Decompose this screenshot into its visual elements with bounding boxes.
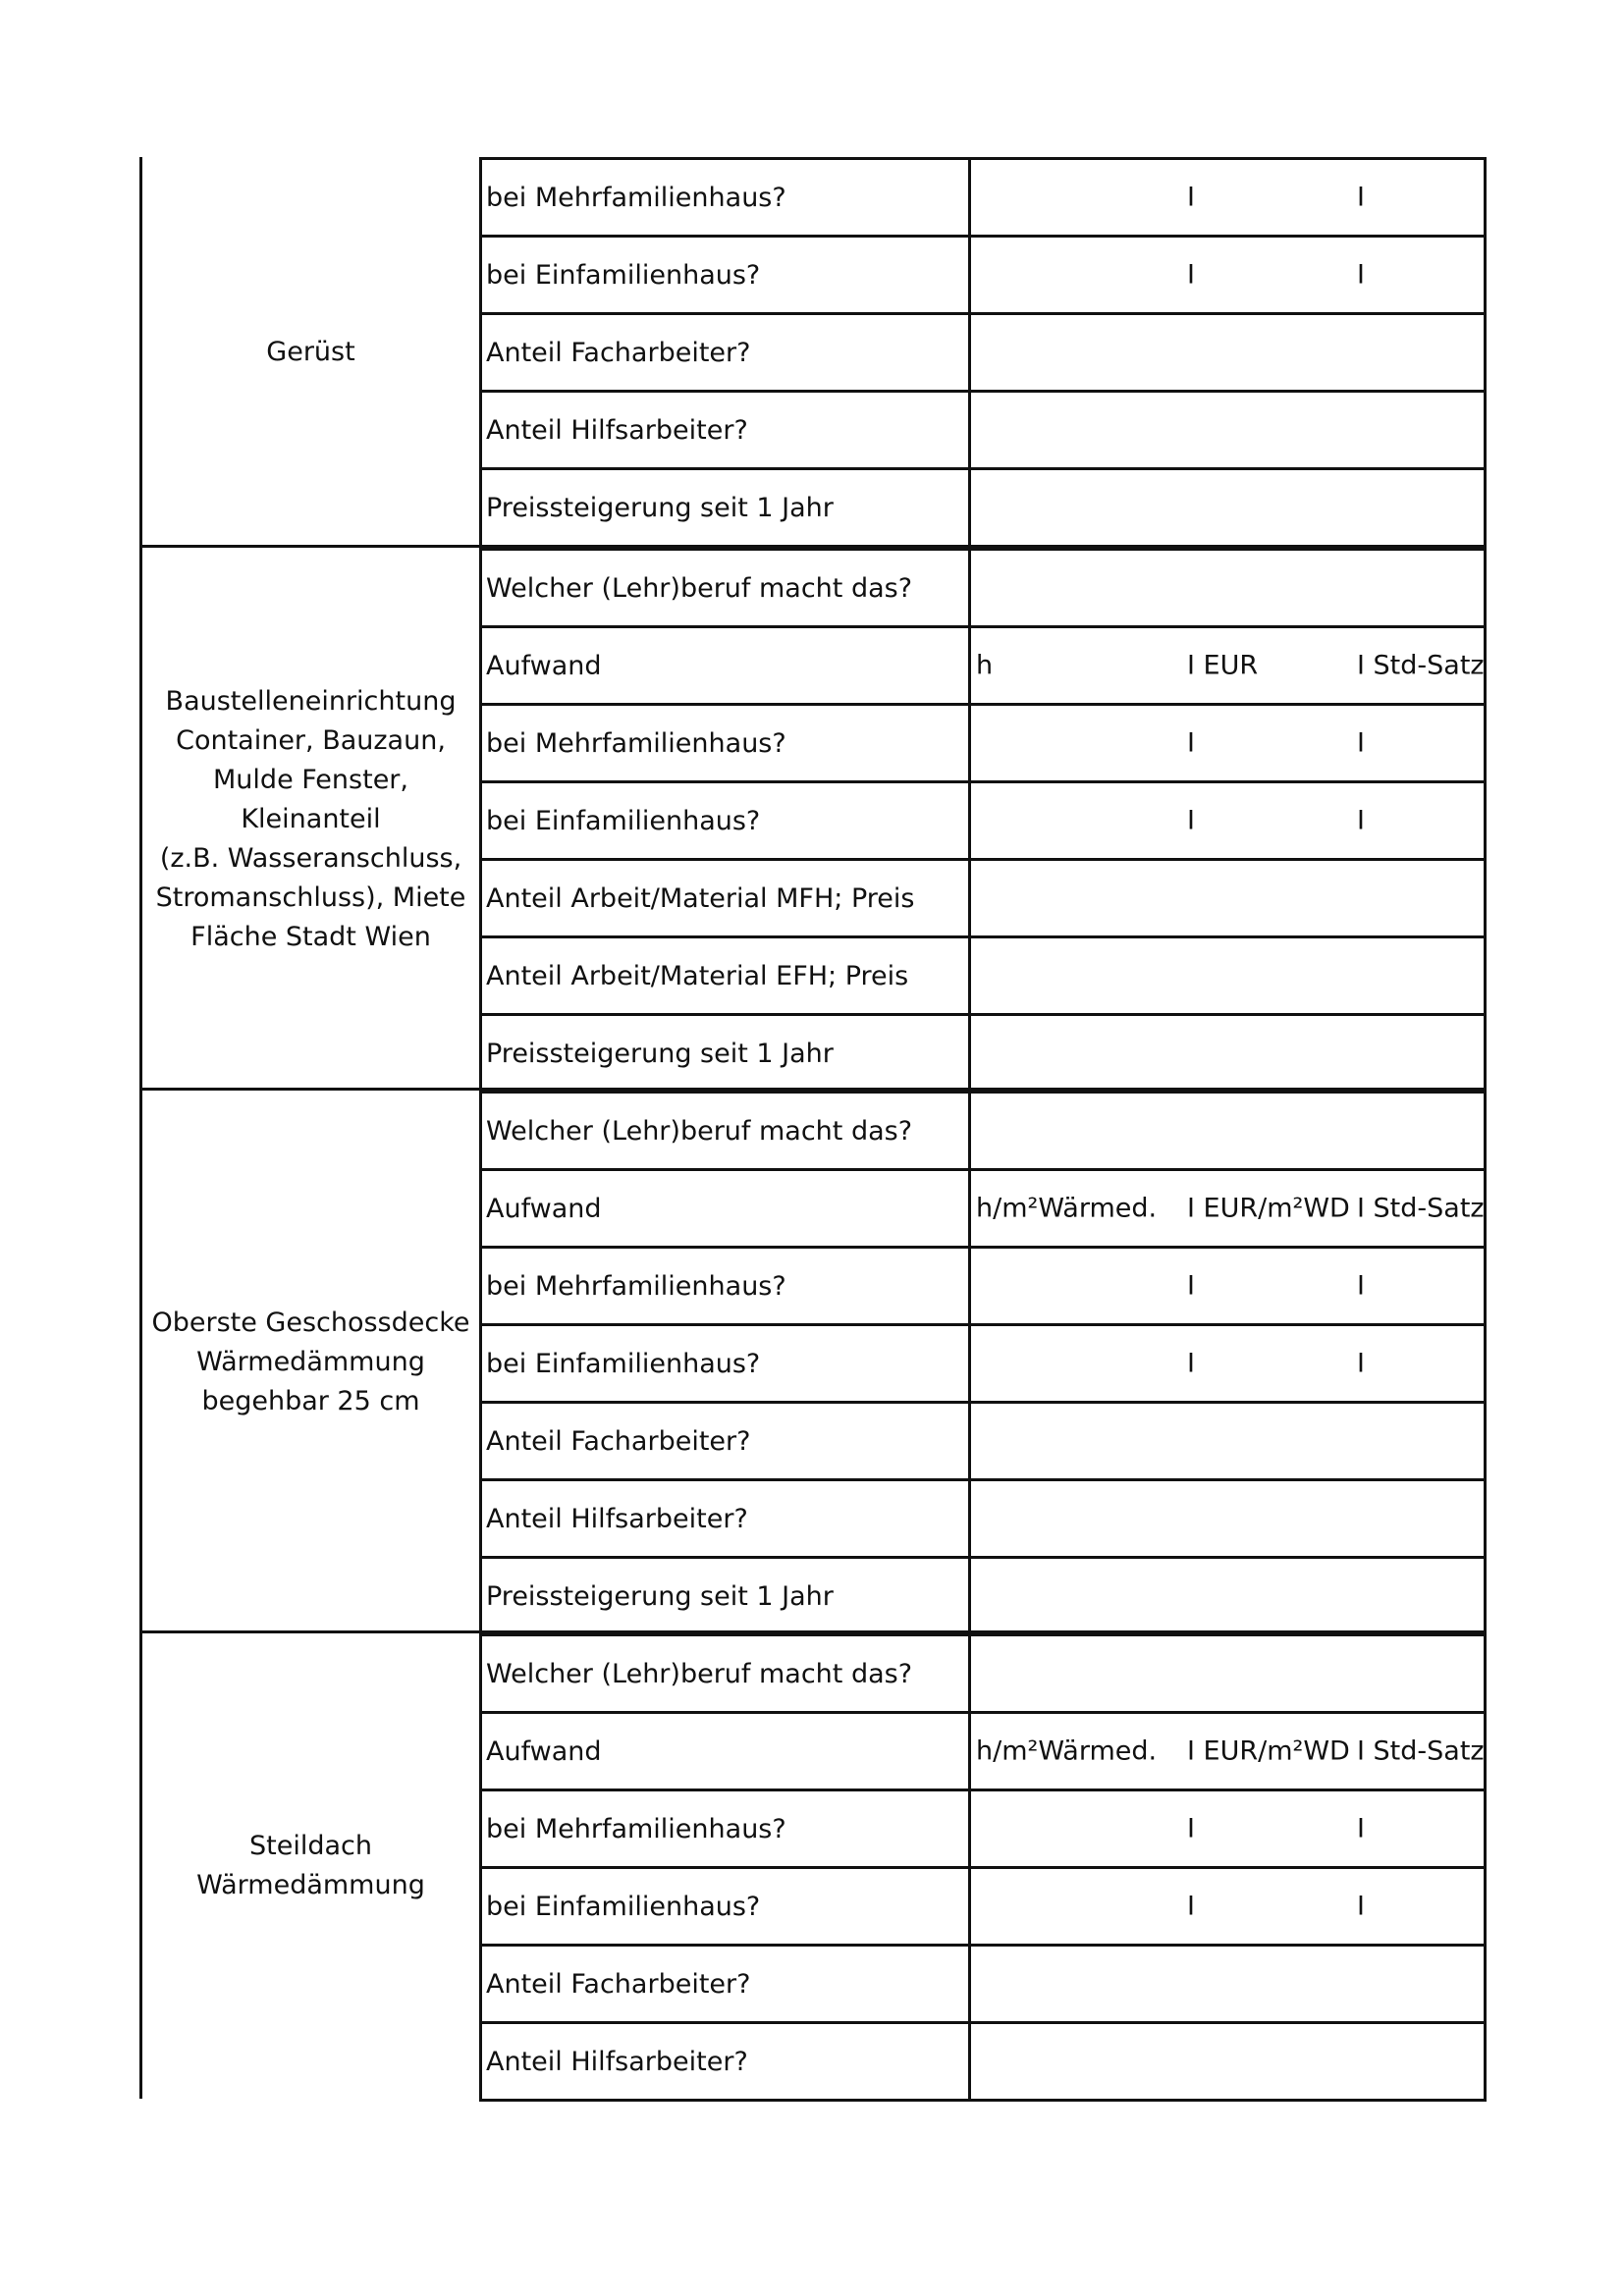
section-2 xyxy=(139,1088,1487,1633)
question-cell: Welcher (Lehr)beruf macht das? xyxy=(482,1094,971,1168)
answer-field[interactable] xyxy=(971,160,1484,235)
answer-field[interactable] xyxy=(971,1094,1484,1168)
answer-part-2: I xyxy=(1187,182,1195,213)
answer-field[interactable] xyxy=(971,706,1484,780)
table-row xyxy=(479,1633,1487,1711)
table-row xyxy=(479,1789,1487,1866)
question-cell: Anteil Arbeit/Material MFH; Preis xyxy=(482,861,971,935)
answer-part-3: I xyxy=(1357,1348,1365,1379)
question-cell: bei Mehrfamilienhaus? xyxy=(482,1249,971,1323)
question-cell: Anteil Hilfsarbeiter? xyxy=(482,1481,971,1556)
answer-part-2: I EUR/m²WD xyxy=(1187,1193,1350,1224)
question-cell: Anteil Facharbeiter? xyxy=(482,1947,971,2021)
answer-field[interactable] xyxy=(971,315,1484,390)
answer-field[interactable] xyxy=(971,470,1484,545)
table-row xyxy=(479,1866,1487,1944)
answer-field[interactable] xyxy=(971,238,1484,312)
question-cell: bei Einfamilienhaus? xyxy=(482,783,971,858)
section-label-cell xyxy=(142,157,479,548)
table-row xyxy=(479,1168,1487,1246)
section-rows xyxy=(479,1091,1487,1633)
table-row xyxy=(479,2021,1487,2102)
answer-field[interactable] xyxy=(971,1636,1484,1711)
answer-part-1: h/m²Wärmed. xyxy=(976,1193,1158,1224)
table-row xyxy=(479,1323,1487,1401)
question-cell: bei Mehrfamilienhaus? xyxy=(482,160,971,235)
question-cell: bei Einfamilienhaus? xyxy=(482,1326,971,1401)
question-cell: bei Einfamilienhaus? xyxy=(482,238,971,312)
answer-part-2: I xyxy=(1187,1813,1195,1844)
answer-field[interactable] xyxy=(971,551,1484,625)
table-row xyxy=(479,1246,1487,1323)
question-cell: Welcher (Lehr)beruf macht das? xyxy=(482,551,971,625)
answer-part-2: I xyxy=(1187,1891,1195,1922)
answer-field[interactable] xyxy=(971,1404,1484,1478)
question-cell: Preissteigerung seit 1 Jahr xyxy=(482,1559,971,1633)
answer-field[interactable] xyxy=(971,861,1484,935)
table-row xyxy=(479,548,1487,625)
table-row xyxy=(479,935,1487,1013)
question-cell: Aufwand xyxy=(482,1171,971,1246)
answer-part-2: I xyxy=(1187,727,1195,759)
answer-part-3: I Std-Satz xyxy=(1357,650,1485,681)
question-cell: Aufwand xyxy=(482,628,971,703)
section-label: Gerüst xyxy=(266,337,355,367)
answer-part-3: I Std-Satz xyxy=(1357,1735,1485,1767)
answer-part-2: I xyxy=(1187,1348,1195,1379)
table-row xyxy=(479,1091,1487,1168)
section-label-cell xyxy=(142,1633,479,2099)
section-label: Oberste Geschossdecke Wärmedämmung begehbar 25 cm xyxy=(151,1307,470,1416)
question-cell: Preissteigerung seit 1 Jahr xyxy=(482,1016,971,1091)
section-rows xyxy=(479,548,1487,1091)
answer-field[interactable] xyxy=(971,1714,1484,1789)
question-cell: Anteil Hilfsarbeiter? xyxy=(482,2024,971,2099)
answer-field[interactable] xyxy=(971,1171,1484,1246)
answer-part-2: I xyxy=(1187,805,1195,836)
answer-part-3: I xyxy=(1357,259,1365,291)
section-3 xyxy=(139,1630,1487,2099)
answer-part-3: I xyxy=(1357,1891,1365,1922)
table-row xyxy=(479,1478,1487,1556)
answer-field[interactable] xyxy=(971,1869,1484,1944)
table-row xyxy=(479,235,1487,312)
answer-part-3: I xyxy=(1357,805,1365,836)
answer-field[interactable] xyxy=(971,1481,1484,1556)
answer-field[interactable] xyxy=(971,938,1484,1013)
answer-field[interactable] xyxy=(971,1249,1484,1323)
answer-field[interactable] xyxy=(971,2024,1484,2099)
question-cell: Aufwand xyxy=(482,1714,971,1789)
answer-field[interactable] xyxy=(971,1559,1484,1633)
table-row xyxy=(479,157,1487,235)
answer-field[interactable] xyxy=(971,393,1484,467)
table-row xyxy=(479,1401,1487,1478)
question-cell: Preissteigerung seit 1 Jahr xyxy=(482,470,971,545)
table-row xyxy=(479,467,1487,548)
answer-part-3: I xyxy=(1357,1270,1365,1302)
answer-part-3: I Std-Satz xyxy=(1357,1193,1485,1224)
section-label-cell xyxy=(142,1091,479,1633)
question-cell: Anteil Hilfsarbeiter? xyxy=(482,393,971,467)
answer-field[interactable] xyxy=(971,1791,1484,1866)
table-row xyxy=(479,1944,1487,2021)
answer-part-1: h xyxy=(976,650,994,681)
section-label-cell xyxy=(142,548,479,1091)
question-cell: Anteil Facharbeiter? xyxy=(482,315,971,390)
question-cell: Anteil Arbeit/Material EFH; Preis xyxy=(482,938,971,1013)
section-0 xyxy=(139,157,1487,548)
section-rows xyxy=(479,1633,1487,2099)
table-row xyxy=(479,625,1487,703)
answer-part-2: I xyxy=(1187,259,1195,291)
table-row xyxy=(479,1556,1487,1636)
question-cell: Welcher (Lehr)beruf macht das? xyxy=(482,1636,971,1711)
answer-part-3: I xyxy=(1357,182,1365,213)
answer-part-2: I EUR/m²WD xyxy=(1187,1735,1350,1767)
answer-field[interactable] xyxy=(971,1326,1484,1401)
question-cell: bei Mehrfamilienhaus? xyxy=(482,706,971,780)
table-row xyxy=(479,312,1487,390)
answer-part-2: I xyxy=(1187,1270,1195,1302)
answer-part-1: h/m²Wärmed. xyxy=(976,1735,1158,1767)
section-label: Baustelleneinrichtung Container, Bauzaun, Mulde Fenster, Kleinanteil (z.B. Wasseranschluss, Stromanschluss), Miete Fläche Stadt Wien xyxy=(155,685,466,952)
answer-field[interactable] xyxy=(971,783,1484,858)
table-row xyxy=(479,780,1487,858)
table-row xyxy=(479,390,1487,467)
table-row xyxy=(479,1711,1487,1789)
table-row xyxy=(479,1013,1487,1094)
answer-field[interactable] xyxy=(971,1016,1484,1091)
table-row xyxy=(479,858,1487,935)
question-cell: bei Mehrfamilienhaus? xyxy=(482,1791,971,1866)
section-1 xyxy=(139,545,1487,1091)
question-cell: Anteil Facharbeiter? xyxy=(482,1404,971,1478)
question-cell: bei Einfamilienhaus? xyxy=(482,1869,971,1944)
table-row xyxy=(479,703,1487,780)
answer-part-2: I EUR xyxy=(1187,650,1259,681)
section-rows xyxy=(479,157,1487,548)
answer-part-3: I xyxy=(1357,727,1365,759)
answer-field[interactable] xyxy=(971,1947,1484,2021)
answer-part-3: I xyxy=(1357,1813,1365,1844)
answer-field[interactable] xyxy=(971,628,1484,703)
section-label: Steildach Wärmedämmung xyxy=(196,1831,425,1900)
